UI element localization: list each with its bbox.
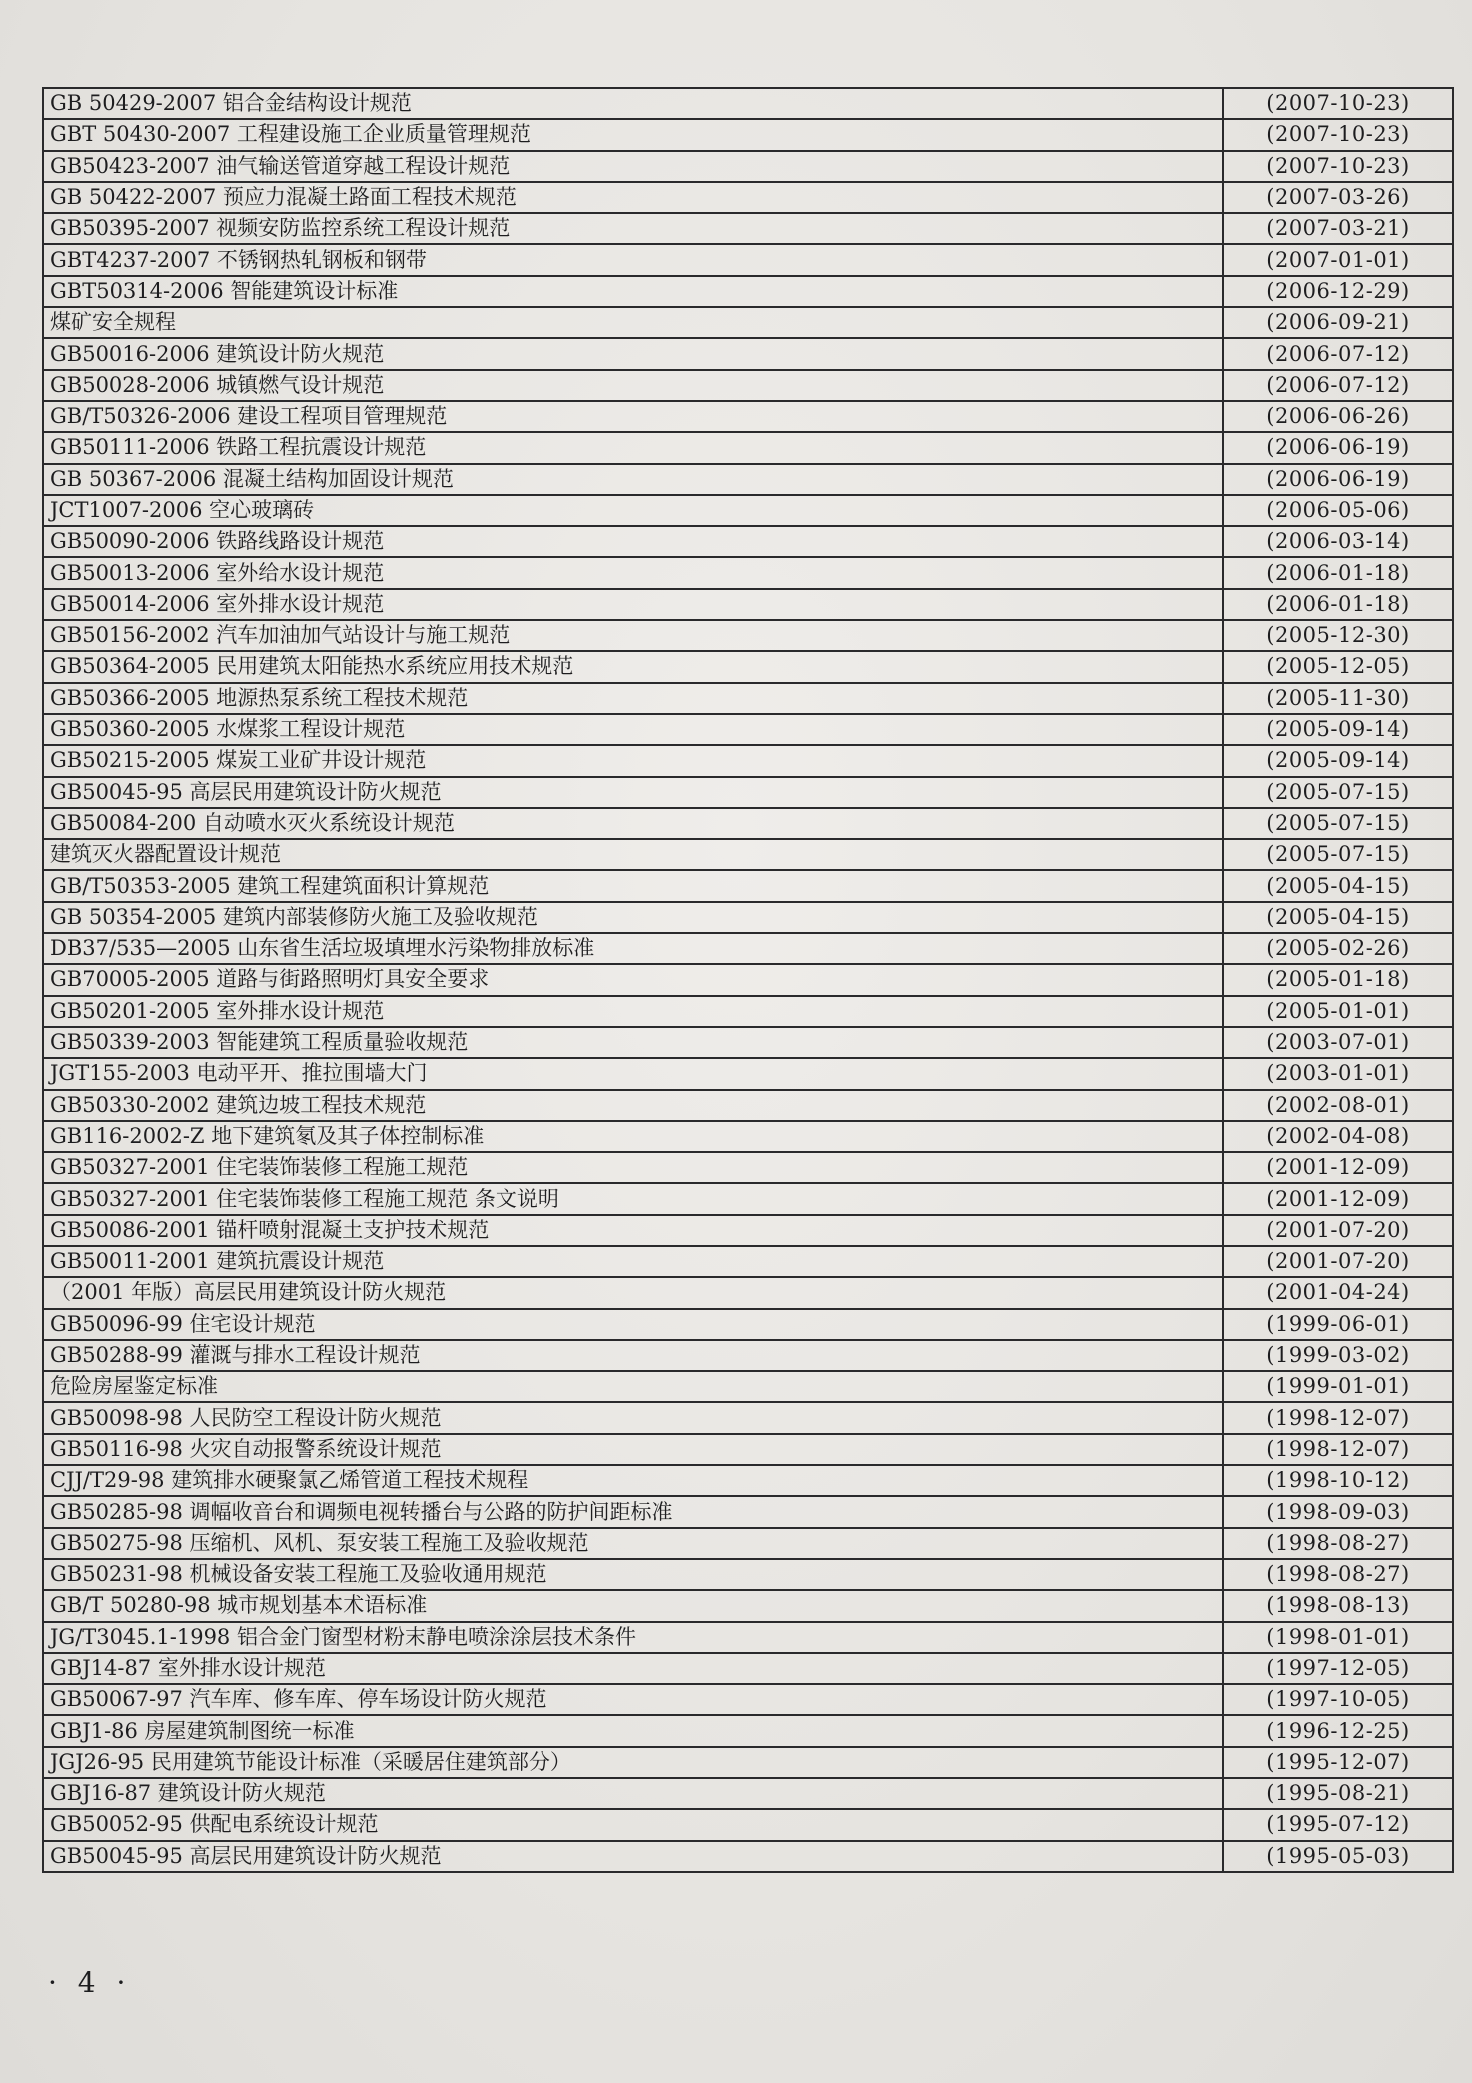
standard-date-cell: (1998-09-03) <box>1223 1496 1453 1527</box>
standard-title-cell: GB50423-2007 油气输送管道穿越工程设计规范 <box>43 151 1223 182</box>
standard-title-cell: GB50201-2005 室外排水设计规范 <box>43 996 1223 1027</box>
standard-date-cell: (2006-09-21) <box>1223 307 1453 338</box>
standard-title-cell: GB50011-2001 建筑抗震设计规范 <box>43 1246 1223 1277</box>
standard-title-cell: GB50327-2001 住宅装饰装修工程施工规范 <box>43 1152 1223 1183</box>
standard-title-cell: GB50288-99 灌溉与排水工程设计规范 <box>43 1340 1223 1371</box>
standards-table-body <box>43 88 1453 1872</box>
standard-title-cell: GB50116-98 火灾自动报警系统设计规范 <box>43 1434 1223 1465</box>
standards-table <box>42 87 1454 1873</box>
standard-date-cell: (1998-10-12) <box>1223 1465 1453 1496</box>
table-row <box>43 1246 1453 1277</box>
table-row <box>43 933 1453 964</box>
table-row <box>43 1496 1453 1527</box>
table-row <box>43 244 1453 275</box>
standard-title-cell: GB 50354-2005 建筑内部装修防火施工及验收规范 <box>43 902 1223 933</box>
standard-date-cell: (2001-12-09) <box>1223 1183 1453 1214</box>
standard-date-cell: (2001-07-20) <box>1223 1215 1453 1246</box>
standard-date-cell: (1999-03-02) <box>1223 1340 1453 1371</box>
standard-title-cell: GB50156-2002 汽车加油加气站设计与施工规范 <box>43 620 1223 651</box>
table-row <box>43 1465 1453 1496</box>
table-row <box>43 307 1453 338</box>
table-row <box>43 902 1453 933</box>
table-row <box>43 1715 1453 1746</box>
standard-title-cell: GB/T 50280-98 城市规划基本术语标准 <box>43 1590 1223 1621</box>
standard-title-cell: DB37/535—2005 山东省生活垃圾填埋水污染物排放标准 <box>43 933 1223 964</box>
table-row <box>43 88 1453 119</box>
table-row <box>43 777 1453 808</box>
standard-title-cell: GB50084-200 自动喷水灭火系统设计规范 <box>43 808 1223 839</box>
standard-title-cell: GB50366-2005 地源热泵系统工程技术规范 <box>43 683 1223 714</box>
table-row <box>43 338 1453 369</box>
table-row <box>43 1590 1453 1621</box>
standard-title-cell: GB50090-2006 铁路线路设计规范 <box>43 526 1223 557</box>
table-row <box>43 964 1453 995</box>
standard-date-cell: (2006-06-26) <box>1223 401 1453 432</box>
table-row <box>43 808 1453 839</box>
standard-date-cell: (2006-01-18) <box>1223 589 1453 620</box>
table-row <box>43 213 1453 244</box>
table-row <box>43 996 1453 1027</box>
standard-date-cell: (2007-03-21) <box>1223 213 1453 244</box>
table-row <box>43 401 1453 432</box>
table-row <box>43 870 1453 901</box>
standard-title-cell: GB50364-2005 民用建筑太阳能热水系统应用技术规范 <box>43 651 1223 682</box>
standard-date-cell: (2006-07-12) <box>1223 338 1453 369</box>
standard-title-cell: GB50231-98 机械设备安装工程施工及验收通用规范 <box>43 1559 1223 1590</box>
standard-date-cell: (1995-12-07) <box>1223 1747 1453 1778</box>
standard-title-cell: GB50045-95 高层民用建筑设计防火规范 <box>43 1841 1223 1872</box>
standard-date-cell: (1998-08-27) <box>1223 1528 1453 1559</box>
table-row <box>43 1277 1453 1308</box>
standard-title-cell: JCT1007-2006 空心玻璃砖 <box>43 495 1223 526</box>
standard-date-cell: (2005-07-15) <box>1223 808 1453 839</box>
standard-title-cell: GB50067-97 汽车库、修车库、停车场设计防火规范 <box>43 1684 1223 1715</box>
standard-date-cell: (2007-01-01) <box>1223 244 1453 275</box>
table-row <box>43 745 1453 776</box>
table-row <box>43 1090 1453 1121</box>
standard-date-cell: (2006-12-29) <box>1223 276 1453 307</box>
table-row <box>43 526 1453 557</box>
standard-title-cell: GB70005-2005 道路与街路照明灯具安全要求 <box>43 964 1223 995</box>
standard-date-cell: (2007-10-23) <box>1223 151 1453 182</box>
standard-title-cell: JGJ26-95 民用建筑节能设计标准（采暖居住建筑部分） <box>43 1747 1223 1778</box>
standard-date-cell: (1995-07-12) <box>1223 1809 1453 1840</box>
table-row <box>43 1809 1453 1840</box>
standard-date-cell: (2005-09-14) <box>1223 745 1453 776</box>
page-number: · 4 · <box>48 1966 132 1999</box>
standard-date-cell: (2006-05-06) <box>1223 495 1453 526</box>
standard-date-cell: (2005-07-15) <box>1223 777 1453 808</box>
table-row <box>43 495 1453 526</box>
table-row <box>43 1684 1453 1715</box>
standard-title-cell: GB116-2002-Z 地下建筑氡及其子体控制标准 <box>43 1121 1223 1152</box>
standard-title-cell: GB50360-2005 水煤浆工程设计规范 <box>43 714 1223 745</box>
standard-date-cell: (2001-04-24) <box>1223 1277 1453 1308</box>
standard-title-cell: GB50028-2006 城镇燃气设计规范 <box>43 370 1223 401</box>
standard-date-cell: (2007-10-23) <box>1223 88 1453 119</box>
table-row <box>43 1152 1453 1183</box>
standard-date-cell: (2003-01-01) <box>1223 1058 1453 1089</box>
standard-title-cell: GB50086-2001 锚杆喷射混凝土支护技术规范 <box>43 1215 1223 1246</box>
standard-title-cell: GB50285-98 调幅收音台和调频电视转播台与公路的防护间距标准 <box>43 1496 1223 1527</box>
standard-title-cell: GB 50422-2007 预应力混凝土路面工程技术规范 <box>43 182 1223 213</box>
table-row <box>43 1653 1453 1684</box>
standard-date-cell: (1997-10-05) <box>1223 1684 1453 1715</box>
standard-title-cell: GB50339-2003 智能建筑工程质量验收规范 <box>43 1027 1223 1058</box>
standard-title-cell: GB/T50326-2006 建设工程项目管理规范 <box>43 401 1223 432</box>
standard-title-cell: JGT155-2003 电动平开、推拉围墙大门 <box>43 1058 1223 1089</box>
standard-date-cell: (1997-12-05) <box>1223 1653 1453 1684</box>
standard-title-cell: 建筑灭火器配置设计规范 <box>43 839 1223 870</box>
standard-title-cell: GB50275-98 压缩机、风机、泵安装工程施工及验收规范 <box>43 1528 1223 1559</box>
standard-date-cell: (1998-12-07) <box>1223 1434 1453 1465</box>
standard-title-cell: JG/T3045.1-1998 铝合金门窗型材粉末静电喷涂涂层技术条件 <box>43 1622 1223 1653</box>
table-row <box>43 683 1453 714</box>
standard-title-cell: GBT50314-2006 智能建筑设计标准 <box>43 276 1223 307</box>
table-row <box>43 1434 1453 1465</box>
table-row <box>43 1121 1453 1152</box>
table-row <box>43 1528 1453 1559</box>
table-row <box>43 1841 1453 1872</box>
standard-title-cell: GBJ1-86 房屋建筑制图统一标准 <box>43 1715 1223 1746</box>
standard-date-cell: (2007-10-23) <box>1223 119 1453 150</box>
table-row <box>43 119 1453 150</box>
table-row <box>43 714 1453 745</box>
standard-title-cell: GB/T50353-2005 建筑工程建筑面积计算规范 <box>43 870 1223 901</box>
standard-title-cell: GB50098-98 人民防空工程设计防火规范 <box>43 1402 1223 1433</box>
standard-date-cell: (2005-12-05) <box>1223 651 1453 682</box>
table-row <box>43 370 1453 401</box>
table-row <box>43 620 1453 651</box>
standard-date-cell: (1998-08-13) <box>1223 1590 1453 1621</box>
table-row <box>43 432 1453 463</box>
standard-date-cell: (1999-01-01) <box>1223 1371 1453 1402</box>
standard-date-cell: (2002-08-01) <box>1223 1090 1453 1121</box>
table-row <box>43 839 1453 870</box>
standard-date-cell: (2006-03-14) <box>1223 526 1453 557</box>
standard-title-cell: GB50045-95 高层民用建筑设计防火规范 <box>43 777 1223 808</box>
standard-date-cell: (1995-05-03) <box>1223 1841 1453 1872</box>
table-row <box>43 1778 1453 1809</box>
standard-date-cell: (1999-06-01) <box>1223 1309 1453 1340</box>
standard-title-cell: GBT4237-2007 不锈钢热轧钢板和钢带 <box>43 244 1223 275</box>
table-row <box>43 276 1453 307</box>
standard-title-cell: GBJ14-87 室外排水设计规范 <box>43 1653 1223 1684</box>
standard-title-cell: GB50052-95 供配电系统设计规范 <box>43 1809 1223 1840</box>
standard-date-cell: (1995-08-21) <box>1223 1778 1453 1809</box>
table-row <box>43 1183 1453 1214</box>
standard-date-cell: (2001-07-20) <box>1223 1246 1453 1277</box>
standard-date-cell: (2005-09-14) <box>1223 714 1453 745</box>
standard-title-cell: 煤矿安全规程 <box>43 307 1223 338</box>
standard-title-cell: CJJ/T29-98 建筑排水硬聚氯乙烯管道工程技术规程 <box>43 1465 1223 1496</box>
table-row <box>43 651 1453 682</box>
standard-title-cell: GB50013-2006 室外给水设计规范 <box>43 557 1223 588</box>
table-row <box>43 182 1453 213</box>
table-row <box>43 1027 1453 1058</box>
standard-date-cell: (2006-06-19) <box>1223 464 1453 495</box>
standard-date-cell: (1998-08-27) <box>1223 1559 1453 1590</box>
standard-date-cell: (2005-02-26) <box>1223 933 1453 964</box>
standard-title-cell: 危险房屋鉴定标准 <box>43 1371 1223 1402</box>
standard-title-cell: GB50395-2007 视频安防监控系统工程设计规范 <box>43 213 1223 244</box>
standard-title-cell: GB50096-99 住宅设计规范 <box>43 1309 1223 1340</box>
standard-date-cell: (2006-01-18) <box>1223 557 1453 588</box>
standard-title-cell: （2001 年版）高层民用建筑设计防火规范 <box>43 1277 1223 1308</box>
table-row <box>43 557 1453 588</box>
standard-title-cell: GB 50367-2006 混凝土结构加固设计规范 <box>43 464 1223 495</box>
standard-date-cell: (2002-04-08) <box>1223 1121 1453 1152</box>
standard-date-cell: (2005-04-15) <box>1223 902 1453 933</box>
standard-title-cell: GBT 50430-2007 工程建设施工企业质量管理规范 <box>43 119 1223 150</box>
standard-date-cell: (2003-07-01) <box>1223 1027 1453 1058</box>
standard-date-cell: (2005-01-18) <box>1223 964 1453 995</box>
standard-title-cell: GB 50429-2007 铝合金结构设计规范 <box>43 88 1223 119</box>
standard-date-cell: (2005-01-01) <box>1223 996 1453 1027</box>
table-row <box>43 1747 1453 1778</box>
standard-title-cell: GB50014-2006 室外排水设计规范 <box>43 589 1223 620</box>
standard-date-cell: (2005-04-15) <box>1223 870 1453 901</box>
standard-date-cell: (1996-12-25) <box>1223 1715 1453 1746</box>
standard-title-cell: GB50327-2001 住宅装饰装修工程施工规范 条文说明 <box>43 1183 1223 1214</box>
table-row <box>43 1215 1453 1246</box>
standard-date-cell: (2001-12-09) <box>1223 1152 1453 1183</box>
standard-title-cell: GB50111-2006 铁路工程抗震设计规范 <box>43 432 1223 463</box>
table-row <box>43 1622 1453 1653</box>
standard-date-cell: (2005-11-30) <box>1223 683 1453 714</box>
table-row <box>43 1309 1453 1340</box>
table-row <box>43 1559 1453 1590</box>
standard-date-cell: (2006-06-19) <box>1223 432 1453 463</box>
table-row <box>43 1402 1453 1433</box>
table-row <box>43 464 1453 495</box>
table-row <box>43 589 1453 620</box>
table-row <box>43 1371 1453 1402</box>
standard-date-cell: (2006-07-12) <box>1223 370 1453 401</box>
standard-date-cell: (2005-12-30) <box>1223 620 1453 651</box>
standard-title-cell: GB50330-2002 建筑边坡工程技术规范 <box>43 1090 1223 1121</box>
standard-title-cell: GB50016-2006 建筑设计防火规范 <box>43 338 1223 369</box>
standard-date-cell: (1998-01-01) <box>1223 1622 1453 1653</box>
table-row <box>43 1340 1453 1371</box>
table-row <box>43 1058 1453 1089</box>
table-row <box>43 151 1453 182</box>
standard-title-cell: GBJ16-87 建筑设计防火规范 <box>43 1778 1223 1809</box>
standard-date-cell: (2005-07-15) <box>1223 839 1453 870</box>
standard-date-cell: (1998-12-07) <box>1223 1402 1453 1433</box>
standard-date-cell: (2007-03-26) <box>1223 182 1453 213</box>
standard-title-cell: GB50215-2005 煤炭工业矿井设计规范 <box>43 745 1223 776</box>
